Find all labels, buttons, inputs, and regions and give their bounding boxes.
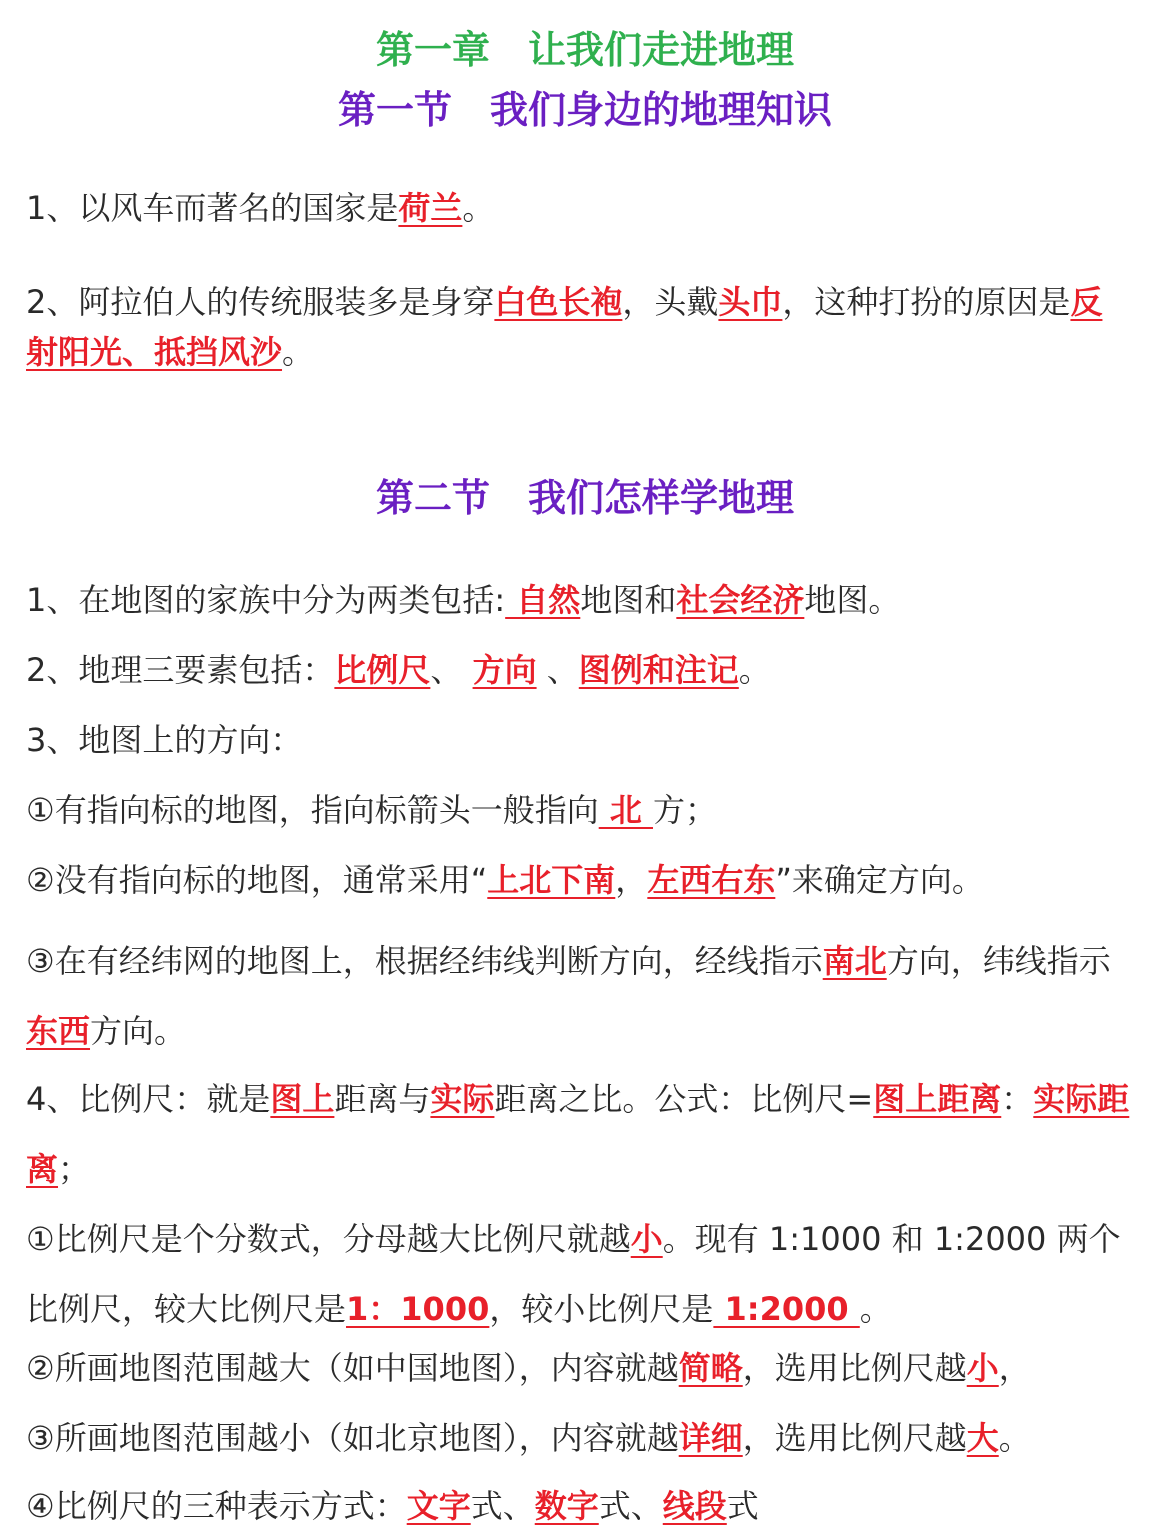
answer: 实际 <box>430 1080 495 1118</box>
text: ，选用比例尺越 <box>742 1419 967 1457</box>
text: 方； <box>653 791 718 829</box>
text: 。 <box>738 651 771 689</box>
answer: 1：1000 <box>346 1290 490 1328</box>
text: 方向。 <box>90 1012 187 1050</box>
answer: 详细 <box>678 1419 743 1457</box>
answer: 文字 <box>406 1487 471 1525</box>
answer: 反射阳光、抵挡风沙 <box>26 283 1103 371</box>
text: 4、比例尺：就是 <box>26 1080 271 1118</box>
text: 式、 <box>598 1487 663 1525</box>
answer: 荷兰 <box>398 189 463 227</box>
answer: 线段 <box>662 1487 727 1525</box>
text: 、 <box>536 651 579 689</box>
answer: 上北下南 <box>487 861 616 899</box>
answer: 大 <box>966 1419 999 1457</box>
s1-item-1 <box>26 188 1146 228</box>
text: 3、地图上的方向： <box>26 721 303 759</box>
section-title-1: 第一节 我们身边的地理知识 <box>337 88 832 132</box>
answer: 简略 <box>678 1349 743 1387</box>
answer: 南北 <box>822 942 887 980</box>
text: ， <box>615 861 648 899</box>
answer: 比例尺 <box>334 651 431 689</box>
s2-item-3b <box>26 860 1146 900</box>
text: ①有指向标的地图，指向标箭头一般指向 <box>26 791 599 829</box>
s2-item-4b <box>26 1348 1146 1388</box>
text: 2、阿拉伯人的传统服装多是身穿 <box>26 283 495 321</box>
text: 地图和 <box>580 581 677 619</box>
answer: 头巾 <box>718 283 783 321</box>
text: ③所画地图范围越小（如北京地图），内容就越 <box>26 1419 679 1457</box>
answer: 自然 <box>505 581 581 619</box>
text: 、 <box>430 651 473 689</box>
text: ，较小比例尺是 <box>489 1290 714 1328</box>
answer: 社会经济 <box>676 581 805 619</box>
s2-item-4c <box>26 1418 1146 1458</box>
s2-item-2 <box>26 650 1146 690</box>
text: 式、 <box>470 1487 535 1525</box>
text: ③在有经纬网的地图上，根据经纬线判断方向，经线指示 <box>26 942 823 980</box>
answer: 左西右东 <box>647 861 776 899</box>
text: ，头戴 <box>622 283 719 321</box>
text: 方向，纬线指示 <box>886 942 1111 980</box>
s2-item-3 <box>26 720 1146 760</box>
answer: 东西 <box>26 1012 91 1050</box>
answer: 北 <box>598 791 653 829</box>
text: 1、以风车而著名的国家是 <box>26 189 399 227</box>
text: ，这种打扮的原因是 <box>782 283 1071 321</box>
text: ： <box>1001 1080 1034 1118</box>
s2-item-4d <box>26 1486 1146 1526</box>
text: 。 <box>462 189 495 227</box>
text: ，选用比例尺越 <box>742 1349 967 1387</box>
s1-item-2 <box>26 277 1121 377</box>
text: 。现有 1:1000 和 1:2000 两个比例尺，较大比例尺是 <box>26 1220 1121 1328</box>
answer: 图上距离 <box>873 1080 1002 1118</box>
text: ”来确定方向。 <box>775 861 984 899</box>
text: ②所画地图范围越大（如中国地图），内容就越 <box>26 1349 679 1387</box>
s2-item-1 <box>26 580 1146 620</box>
answer: 图上 <box>270 1080 335 1118</box>
text: 距离与 <box>334 1080 431 1118</box>
text: 1、在地图的家族中分为两类包括: <box>26 581 506 619</box>
text: ； <box>58 1150 91 1188</box>
section-title-2: 第二节 我们怎样学地理 <box>375 476 794 520</box>
s2-item-4a <box>26 1204 1121 1344</box>
text: 距离之比。公式：比例尺= <box>494 1080 874 1118</box>
text: ④比例尺的三种表示方式： <box>26 1487 407 1525</box>
answer: 白色长袍 <box>494 283 623 321</box>
answer: 小 <box>630 1220 663 1258</box>
s2-item-3a <box>26 790 1146 830</box>
text: ①比例尺是个分数式，分母越大比例尺就越 <box>26 1220 631 1258</box>
text: ， <box>998 1349 1031 1387</box>
answer: 实际距离 <box>26 1080 1130 1188</box>
text: ②没有指向标的地图，通常采用“ <box>26 861 488 899</box>
text: 式 <box>726 1487 759 1525</box>
text: 。 <box>282 333 315 371</box>
answer: 数字 <box>534 1487 599 1525</box>
text: 。 <box>998 1419 1031 1457</box>
text: 地图。 <box>804 581 901 619</box>
answer: 小 <box>966 1349 999 1387</box>
s2-item-3c <box>26 926 1141 1066</box>
text: 。 <box>859 1290 892 1328</box>
text: 2、地理三要素包括： <box>26 651 335 689</box>
s2-item-4 <box>26 1064 1136 1204</box>
answer: 图例和注记 <box>578 651 739 689</box>
chapter-title: 第一章 让我们走进地理 <box>375 28 794 72</box>
answer: 1:2000 <box>713 1290 860 1328</box>
answer: 方向 <box>472 651 537 689</box>
